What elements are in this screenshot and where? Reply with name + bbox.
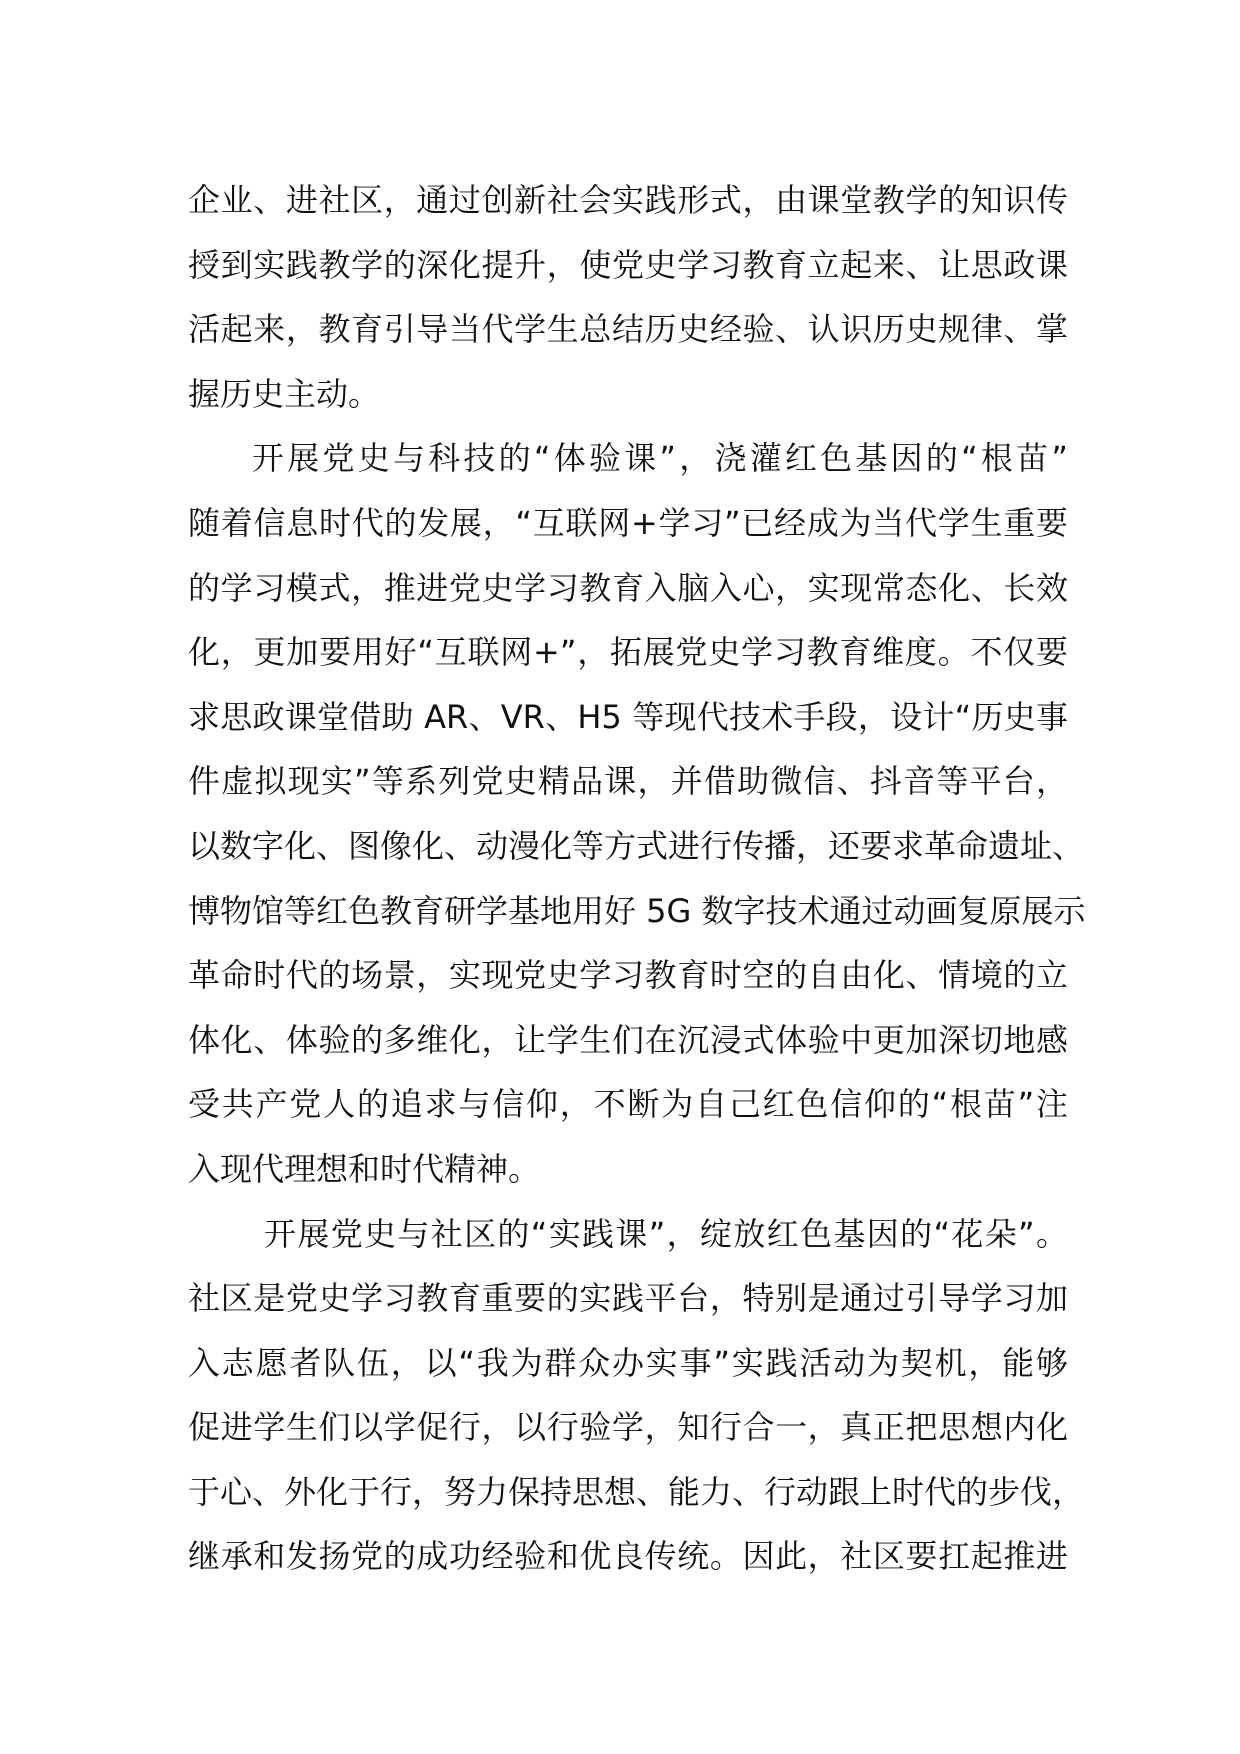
text-line: 企业、进社区，通过创新社会实践形式，由课堂教学的知识传 <box>188 181 1068 219</box>
text-line: 活起来，教育引导当代学生总结历史经验、认识历史规律、掌 <box>188 310 1068 349</box>
text-line: 化，更加要用好“互联网+”，拓展党史学习教育维度。不仅要 <box>188 633 1068 672</box>
text-line: 求思政课堂借助 AR、VR、H5 等现代技术手段，设计“历史事 <box>188 697 1068 736</box>
text-line: 入志愿者队伍，以“我为群众办实事”实践活动为契机，能够 <box>188 1343 1068 1382</box>
document-body <box>188 168 1086 1589</box>
text-line: 社区是党史学习教育重要的实践平台，特别是通过引导学习加 <box>188 1279 1068 1318</box>
text-line: 促进学生们以学促行，以行验学，知行合一，真正把思想内化 <box>188 1408 1068 1447</box>
text-line: 继承和发扬党的成功经验和优良传统。因此，社区要扛起推进 <box>188 1537 1068 1576</box>
text-line: 件虚拟现实”等系列党史精品课，并借助微信、抖音等平台， <box>188 762 1068 801</box>
text-line: 于心、外化于行，努力保持思想、能力、行动跟上时代的步伐， <box>188 1472 1085 1511</box>
text-line: 随着信息时代的发展，“互联网+学习”已经成为当代学生重要 <box>188 503 1068 542</box>
text-line: 授到实践教学的深化提升，使党史学习教育立起来、让思政课 <box>188 245 1068 284</box>
text-line: 体化、体验的多维化，让学生们在沉浸式体验中更加深切地感 <box>188 1020 1068 1059</box>
text-line: 革命时代的场景，实现党史学习教育时空的自由化、情境的立 <box>188 956 1068 995</box>
paragraph-heading-line: 开展党史与科技的“体验课”，浇灌红色基因的“根苗” <box>252 439 1068 478</box>
paragraph-practice-teaching <box>188 168 1068 426</box>
text-line: 以数字化、图像化、动漫化等方式进行传播，还要求革命遗址、 <box>188 826 1085 865</box>
paragraph-technology-experience <box>188 426 1086 1201</box>
text-line: 入现代理想和时代精神。 <box>188 1149 541 1188</box>
paragraph-community-practice <box>188 1202 1085 1590</box>
text-line: 博物馆等红色教育研学基地用好 5G 数字技术通过动画复原展示 <box>188 891 1086 930</box>
text-line: 握历史主动。 <box>188 374 381 413</box>
paragraph-heading-line: 开展党史与社区的“实践课”，绽放红色基因的“花朵”。 <box>264 1214 1068 1253</box>
text-line: 受共产党人的追求与信仰，不断为自己红色信仰的“根苗”注 <box>188 1085 1068 1124</box>
text-line: 的学习模式，推进党史学习教育入脑入心，实现常态化、长效 <box>188 568 1068 607</box>
